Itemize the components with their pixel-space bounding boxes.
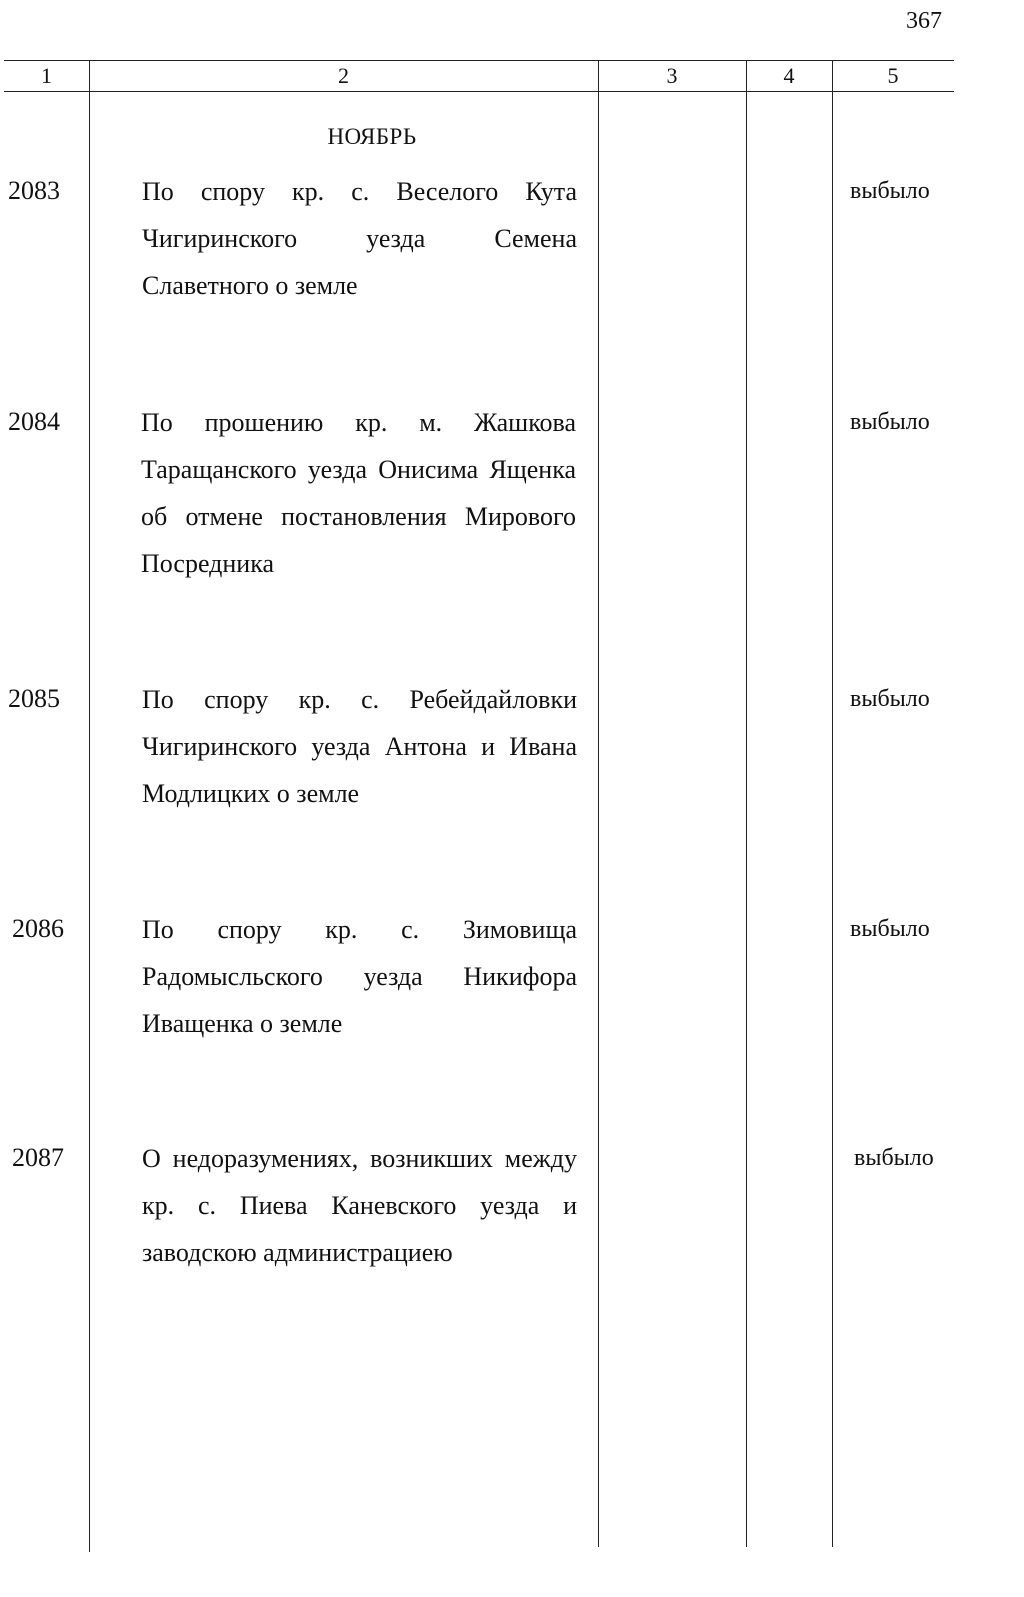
section-heading: НОЯБРЬ bbox=[327, 124, 417, 149]
page-number: 367 bbox=[906, 8, 942, 34]
entry-number: 2086 bbox=[12, 914, 64, 943]
entry-number: 2084 bbox=[8, 407, 60, 436]
entry-description: По спору кр. с. Ребейдайловки Чигиринского уезда Антона и Ивана Модлицких о земле bbox=[142, 685, 577, 808]
entry-description: О недоразумениях, возникших между кр. с. Пиева Каневского уезда и заводскою администрациею bbox=[142, 1144, 577, 1267]
entry-description: По прошению кр. м. Жашкова Таращанского уезда Онисима Ященка об отмене постановления Мирового Посредника bbox=[141, 408, 576, 578]
entry-status: выбыло bbox=[850, 916, 930, 942]
column-rule-1 bbox=[89, 60, 90, 1552]
entry-description: По спору кр. с. Веселого Кута Чигиринского уезда Семена Славетного о земле bbox=[142, 177, 577, 300]
entry-status: выбыло bbox=[850, 409, 930, 435]
entry-number: 2087 bbox=[12, 1143, 64, 1172]
header-bottom-rule bbox=[4, 91, 954, 92]
column-rule-4 bbox=[832, 60, 833, 1547]
column-header-5: 5 bbox=[887, 63, 899, 88]
column-header-4: 4 bbox=[783, 63, 795, 88]
column-header-1: 1 bbox=[41, 63, 52, 88]
column-header-2: 2 bbox=[338, 63, 349, 88]
entry-status: выбыло bbox=[854, 1145, 934, 1171]
column-rule-2 bbox=[598, 60, 599, 1547]
entry-description: По спору кр. с. Зимовища Радомысльского уезда Никифора Иващенка о земле bbox=[142, 915, 577, 1038]
entry-status: выбыло bbox=[850, 178, 930, 204]
column-header-3: 3 bbox=[666, 63, 678, 88]
entry-number: 2083 bbox=[8, 176, 60, 205]
entry-status: выбыло bbox=[850, 686, 930, 712]
header-top-rule bbox=[4, 60, 954, 61]
entry-number: 2085 bbox=[8, 684, 60, 713]
column-rule-3 bbox=[746, 60, 747, 1547]
